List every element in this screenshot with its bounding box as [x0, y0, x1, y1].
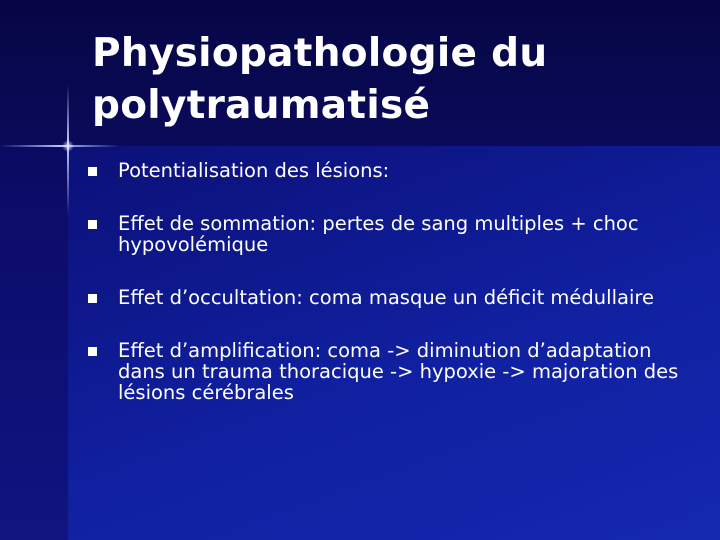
bullet-item [88, 160, 688, 181]
bullet-item [88, 287, 688, 308]
bullet-list [88, 160, 688, 403]
square-bullet-icon [88, 294, 97, 303]
square-bullet-icon [88, 220, 97, 229]
slide-title-line-1: Physiopathologie du [92, 31, 548, 76]
bullet-text: Effet de sommation: pertes de sang multiples + choc hypovolémique [118, 212, 639, 256]
square-bullet-icon [88, 167, 97, 176]
square-bullet-icon [88, 347, 97, 356]
decorative-cross-glow [62, 140, 74, 152]
bullet-text: Effet d’occultation: coma masque un déficit médullaire [118, 286, 654, 309]
slide-title [92, 28, 702, 132]
bullet-item [88, 213, 688, 255]
bullet-text: Potentialisation des lésions: [118, 159, 390, 182]
decorative-cross-horizontal-line [0, 145, 120, 147]
slide-title-line-2: polytraumatisé [92, 83, 431, 128]
bullet-item [88, 340, 688, 403]
bullet-text: Effet d’amplification: coma -> diminution d’adaptation dans un trauma thoracique -> hypoxie -> majoration des lésions cérébrales [118, 339, 679, 404]
